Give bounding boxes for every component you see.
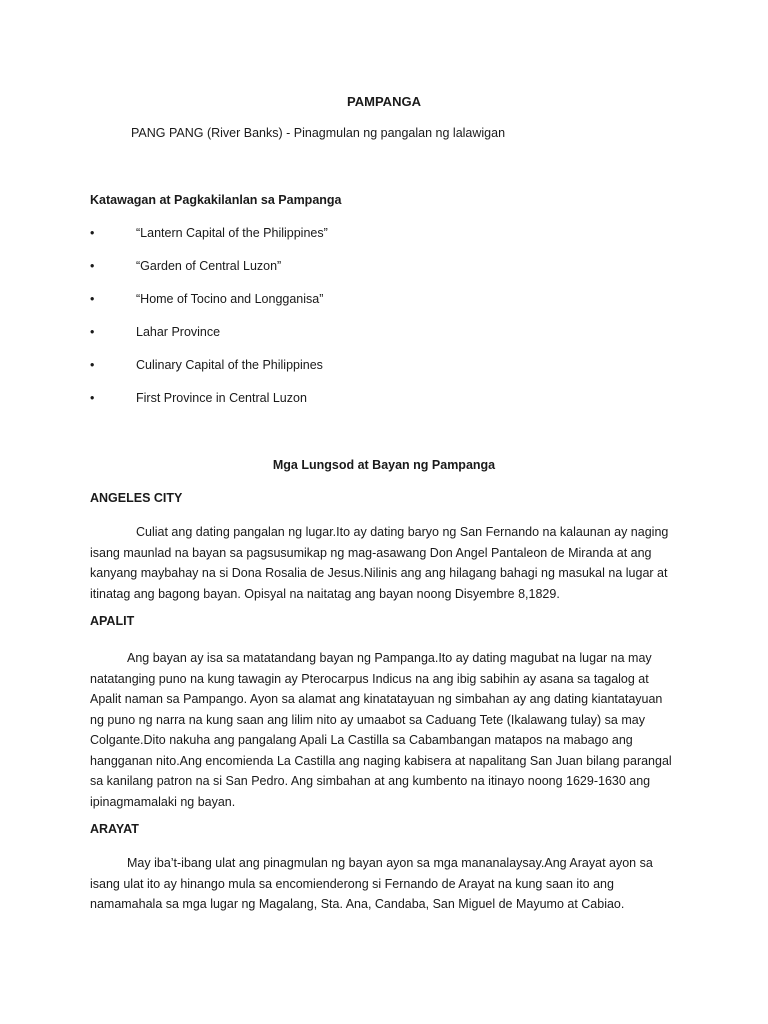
list-item-text: Lahar Province — [136, 325, 221, 339]
list-item-text: “Garden of Central Luzon” — [136, 259, 282, 273]
city-paragraph-angeles — [90, 522, 680, 604]
document-subtitle: PANG PANG (River Banks) - Pinagmulan ng pangalan ng lalawigan — [131, 126, 506, 140]
paragraph-line: namamahala sa mga lugar ng Magalang, Sta. Ana, Candaba, San Miguel de Mayumo at Cabiao. — [90, 897, 625, 911]
paragraph-line: ng puno ng narra na kung saan ang lilim nito ay umaabot sa Caduang Tete (Ikalawang tulay) sa may — [90, 712, 645, 727]
bullet-icon: • — [90, 226, 95, 240]
list-item-text: First Province in Central Luzon — [136, 391, 307, 405]
paragraph-line: ipinagmamalaki ng bayan. — [90, 794, 236, 809]
bullet-icon: • — [90, 391, 95, 405]
list-item-text: Culinary Capital of the Philippines — [136, 358, 323, 372]
list-item-text: “Home of Tocino and Longganisa” — [136, 292, 324, 306]
paragraph-line: May iba’t-ibang ulat ang pinagmulan ng bayan ayon sa mga mananalaysay.Ang Arayat ayon sa — [127, 856, 653, 870]
list-item-text: “Lantern Capital of the Philippines” — [136, 226, 328, 240]
bullet-icon: • — [90, 292, 95, 306]
section-heading-lungsod: Mga Lungsod at Bayan ng Pampanga — [272, 458, 496, 472]
paragraph-line: Apalit naman sa Pampango. Ayon sa alamat ang kinatatayuan ng simbahan ay ang dating kiantatayuan — [90, 692, 663, 706]
city-heading-angeles: ANGELES CITY — [90, 491, 183, 505]
city-heading-apalit: APALIT — [90, 614, 135, 628]
city-paragraph-arayat — [90, 853, 680, 915]
city-heading-arayat: ARAYAT — [90, 822, 139, 836]
paragraph-line: kanyang maybahay na si Dona Rosalia de Jesus.Nilinis ang ang hilagang bahagi ng masukal na lugar at — [90, 566, 668, 580]
bullet-icon: • — [90, 358, 95, 372]
bullet-icon: • — [90, 325, 95, 339]
paragraph-line: itinatag ang bagong bayan. Opisyal na naitatag ang bayan noong Disyembre 8,1829. — [90, 586, 560, 601]
section-heading-katawagan: Katawagan at Pagkakilanlan sa Pampanga — [90, 193, 342, 207]
paragraph-line: Culiat ang dating pangalan ng lugar.Ito ay dating baryo ng San Fernando na kalaunan ay naging — [136, 525, 669, 539]
paragraph-line: sa kanilang patron na si San Pedro. Ang simbahan at ang kumbento na itinayo noong 1629-1630 ang — [90, 774, 651, 788]
paragraph-line: isang ulat ito ay hinango mula sa encomienderong si Fernando de Arayat na kung saan ito ang — [90, 876, 614, 891]
paragraph-line: Colgante.Dito nakuha ang pangalang Apali La Castilla sa Cabambangan matapos na mabago ang — [90, 733, 633, 747]
paragraph-line: natatanging puno na kung tawagin ay Pterocarpus Indicus na ang ibig sabihin ay asana sa tagalog at — [90, 671, 649, 686]
city-paragraph-apalit — [90, 648, 680, 812]
bullet-icon: • — [90, 259, 95, 273]
paragraph-line: hangganan nito.Ang encomienda La Castilla ang naging kabisera at napalitang San Juan bilang parangal — [90, 753, 672, 768]
paragraph-line: isang maunlad na bayan sa pagsusumikap ng mag-asawang Don Angel Pantaleon de Miranda at ang — [90, 545, 652, 560]
paragraph-line: Ang bayan ay isa sa matatandang bayan ng Pampanga.Ito ay dating magubat na lugar na may — [127, 651, 652, 665]
document-title: PAMPANGA — [347, 94, 421, 109]
